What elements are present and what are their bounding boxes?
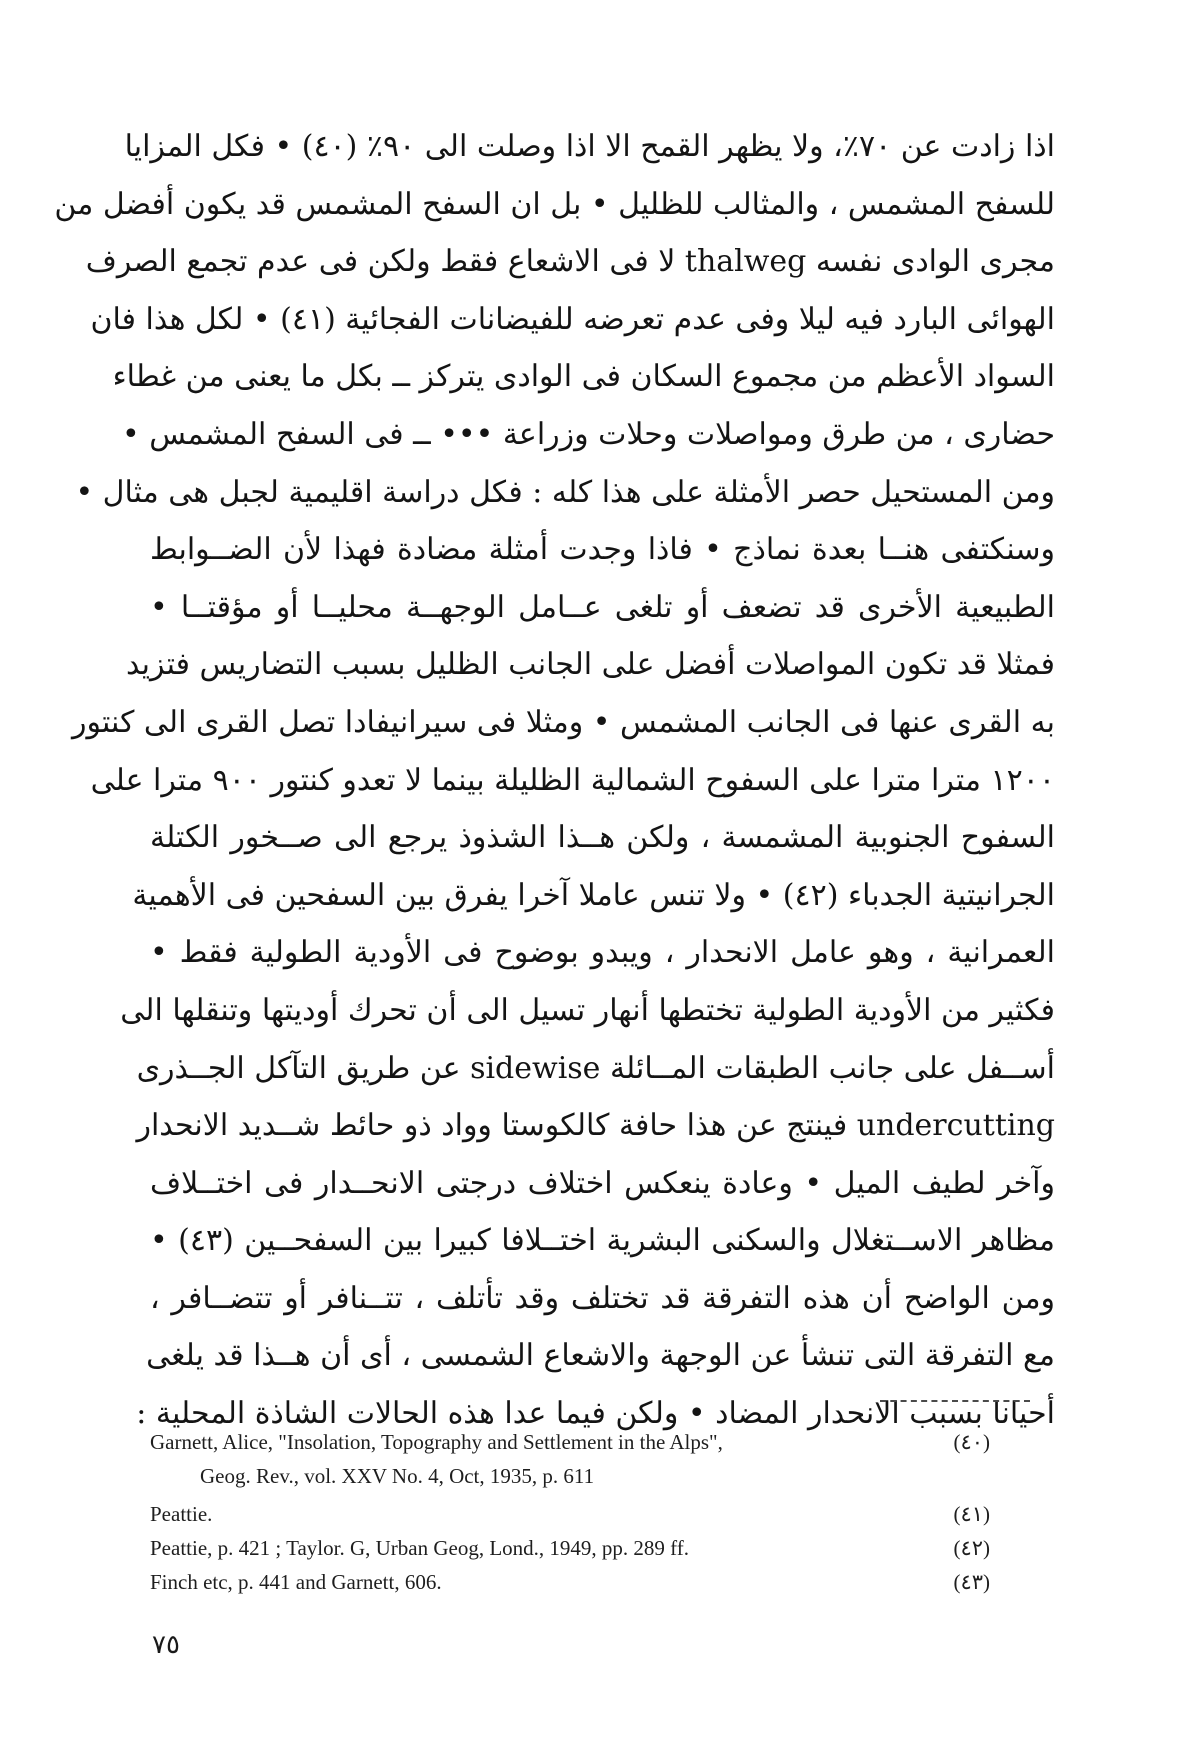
text-line: أحيانا بسبب الانحدار المضاد • ولكن فيما عدا هذه الحالات الشاذة المحلية : [136,1396,1055,1432]
main-text [54,118,1055,1443]
footnote-number: (٤٠) [953,1430,990,1454]
footnote-separator [880,1400,1030,1402]
text-line: الجرانيتية الجدباء (٤٢) • ولا تنس عاملا آخرا يفرق بين السفحين فى الأهمية [132,877,1055,913]
text-line: ومن المستحيل حصر الأمثلة على هذا كله : فكل دراسة اقليمية لجبل هى مثال • [75,474,1055,510]
footnote-number: (٤٣) [953,1570,990,1594]
text-line: الهوائى البارد فيه ليلا وفى عدم تعرضه للفيضانات الفجائية (٤١) • لكل هذا فان [90,301,1055,337]
text-line: الطبيعية الأخرى قد تضعف أو تلغى عــامل الوجهــة محليــا أو مؤقتــا • [150,589,1055,625]
text-line: ١٢٠٠ مترا مترا على السفوح الشمالية الظليلة بينما لا تعدو كنتور ٩٠٠ مترا على [90,762,1055,798]
text-line: للسفح المشمس ، والمثالب للظليل • بل ان السفح المشمس قد يكون أفضل من [54,186,1055,222]
text-line: فمثلا قد تكون المواصلات أفضل على الجانب الظليل بسبب التضاريس فتزيد [125,647,1055,683]
text-line: السواد الأعظم من مجموع السكان فى الوادى يتركز ــ بكل ما يعنى من غطاء [112,359,1055,395]
text-line: العمرانية ، وهو عامل الانحدار ، ويبدو بوضوح فى الأودية الطولية فقط • [150,935,1055,971]
footnote-text: Peattie, p. 421 ; Taylor. G, Urban Geog, Lond., 1949, pp. 289 ff. [150,1536,690,1560]
footnote-number: (٤٢) [953,1536,990,1560]
text-line: حضارى ، من طرق ومواصلات وحلات وزراعة ••• ــ فى السفح المشمس • [121,416,1055,452]
footnote-number: (٤١) [953,1502,990,1526]
page-number: ٧٥ [152,1630,180,1660]
text-line: مظاهر الاســتغلال والسكنى البشرية اختــلافا كبيرا بين السفحــين (٤٣) • [150,1223,1055,1259]
text-line: وآخر لطيف الميل • وعادة ينعكس اختلاف درجتى الانحــدار فى اختــلاف [150,1165,1055,1201]
text-line: به القرى عنها فى الجانب المشمس • ومثلا فى سيرانيفادا تصل القرى الى كنتور [72,704,1055,740]
text-line: فكثير من الأودية الطولية تختطها أنهار تسيل الى أن تحرك أوديتها وتنقلها الى [120,992,1055,1028]
footnote-40-continuation [150,1459,990,1493]
text-line: السفوح الجنوبية المشمسة ، ولكن هــذا الشذوذ يرجع الى صــخور الكتلة [150,820,1055,856]
text-line: اذا زادت عن ٧٠٪، ولا يظهر القمح الا اذا وصلت الى ٩٠٪ (٤٠) • فكل المزايا [124,129,1055,164]
text-line: أســفل على جانب الطبقات المــائلة sidewise عن طريق التآكل الجــذرى [136,1050,1055,1086]
text-line: مع التفرقة التى تنشأ عن الوجهة والاشعاع الشمسى ، أى أن هــذا قد يلغى [146,1338,1055,1374]
text-line: ومن الواضح أن هذه التفرقة قد تختلف وقد تأتلف ، تتــنافر أو تتضــافر ، [150,1280,1055,1316]
footnotes [150,1425,990,1599]
footnote-40 [150,1425,990,1459]
text-line: undercutting فينتج عن هذا حافة كالكوستا وواد ذو حائط شــديد الانحدار [136,1108,1055,1144]
footnote-text: Peattie. [150,1502,213,1526]
footnote-text: Garnett, Alice, "Insolation, Topography and Settlement in the Alps", [150,1430,723,1454]
footnote-text: Geog. Rev., vol. XXV No. 4, Oct, 1935, p. 611 [200,1464,595,1488]
text-line: مجرى الوادى نفسه thalweg لا فى الاشعاع فقط ولكن فى عدم تجمع الصرف [85,244,1055,280]
footnote-43 [150,1565,990,1599]
footnote-41 [150,1497,990,1531]
text-line: وسنكتفى هنــا بعدة نماذج • فاذا وجدت أمثلة مضادة فهذا لأن الضــوابط [150,532,1055,568]
footnote-text: Finch etc, p. 441 and Garnett, 606. [150,1570,442,1594]
footnote-42 [150,1531,990,1565]
